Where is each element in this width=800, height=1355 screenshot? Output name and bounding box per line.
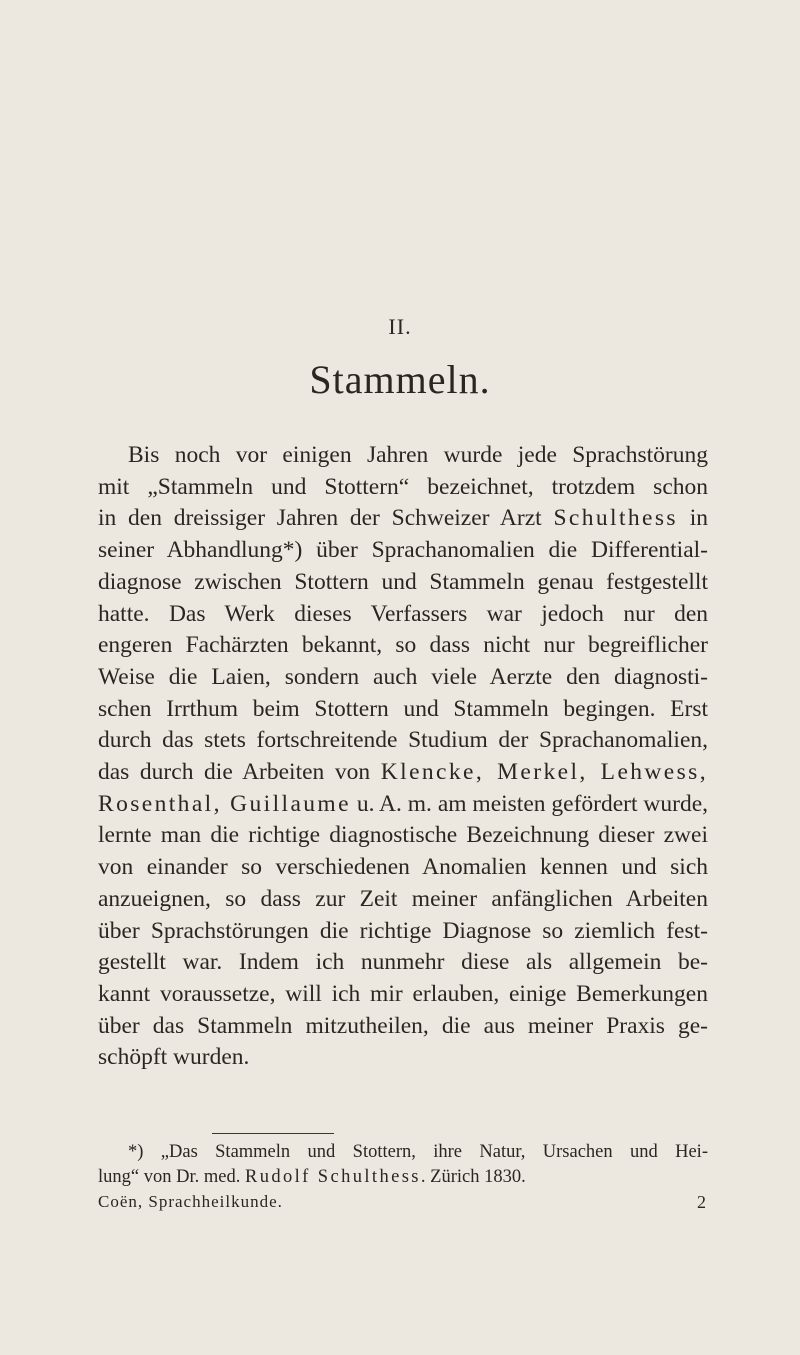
footnote — [98, 1140, 708, 1190]
text-line: schöpft wurden. — [98, 1044, 250, 1071]
text-line: Bis noch vor einigen Jahren wurde jede Sprachstörung — [128, 442, 708, 468]
text-line: mit „Stammeln und Stottern“ bezeichnet, trotzdem schon — [98, 473, 708, 500]
text-line: durch das stets fortschreitende Studium der Sprachanomalien, — [98, 727, 708, 754]
text-line: hatte. Das Werk dieses Verfassers war jedoch nur den — [98, 600, 708, 627]
footnote-divider — [212, 1133, 334, 1134]
footnote-line: lung“ von Dr. med. Rudolf Schulthess. Zürich 1830. — [98, 1167, 526, 1187]
text-line: engeren Fachärzten bekannt, so dass nicht nur begreiflicher — [98, 632, 708, 659]
text-line: anzueignen, so dass zur Zeit meiner anfänglichen Arbeiten — [98, 885, 708, 912]
chapter-number: II. — [388, 314, 412, 339]
text-line: kannt voraussetze, will ich mir erlauben, einige Bemerkungen — [98, 980, 708, 1007]
text-line: seiner Abhandlung*) über Sprachanomalien die Differential- — [98, 537, 708, 564]
author-name: Rudolf Schulthess — [244, 1167, 421, 1187]
signature-mark: Coën, Sprachheilkunde. — [98, 1192, 283, 1211]
text-line: in den dreissiger Jahren der Schweizer Arzt Schulthess in — [98, 505, 708, 532]
text-line: das durch die Arbeiten von Klencke, Merkel, Lehwess, — [98, 759, 708, 786]
text-line: über Sprachstörungen die richtige Diagnose so ziemlich fest- — [98, 917, 708, 944]
chapter-title: Stammeln. — [309, 357, 491, 402]
body-paragraph — [98, 440, 708, 1074]
signature-row — [98, 1192, 708, 1213]
text-line: Rosenthal, Guillaume u. A. m. am meisten gefördert wurde, — [98, 790, 708, 817]
author-names: Rosenthal, Guillaume — [98, 790, 351, 817]
text-line: über das Stammeln mitzutheilen, die aus meiner Praxis ge- — [98, 1012, 708, 1039]
text-line: gestellt war. Indem ich nunmehr diese als allgemein be- — [98, 949, 708, 976]
footnote-line: *) „Das Stammeln und Stottern, ihre Natur, Ursachen und Hei- — [128, 1142, 708, 1162]
text-line: schen Irrthum beim Stottern und Stammeln begingen. Erst — [98, 695, 708, 722]
text-line: Weise die Laien, sondern auch viele Aerzte den diagnosti- — [98, 663, 708, 690]
text-line: diagnose zwischen Stottern und Stammeln genau festgestellt — [98, 568, 708, 595]
author-name: Schulthess — [553, 505, 678, 532]
text-line: von einander so verschiedenen Anomalien kennen und sich — [98, 854, 708, 881]
author-names: Klencke, Merkel, Lehwess, — [380, 759, 708, 786]
sheet-number: 2 — [697, 1192, 706, 1212]
text-line: lernte man die richtige diagnostische Bezeichnung dieser zwei — [98, 822, 708, 849]
